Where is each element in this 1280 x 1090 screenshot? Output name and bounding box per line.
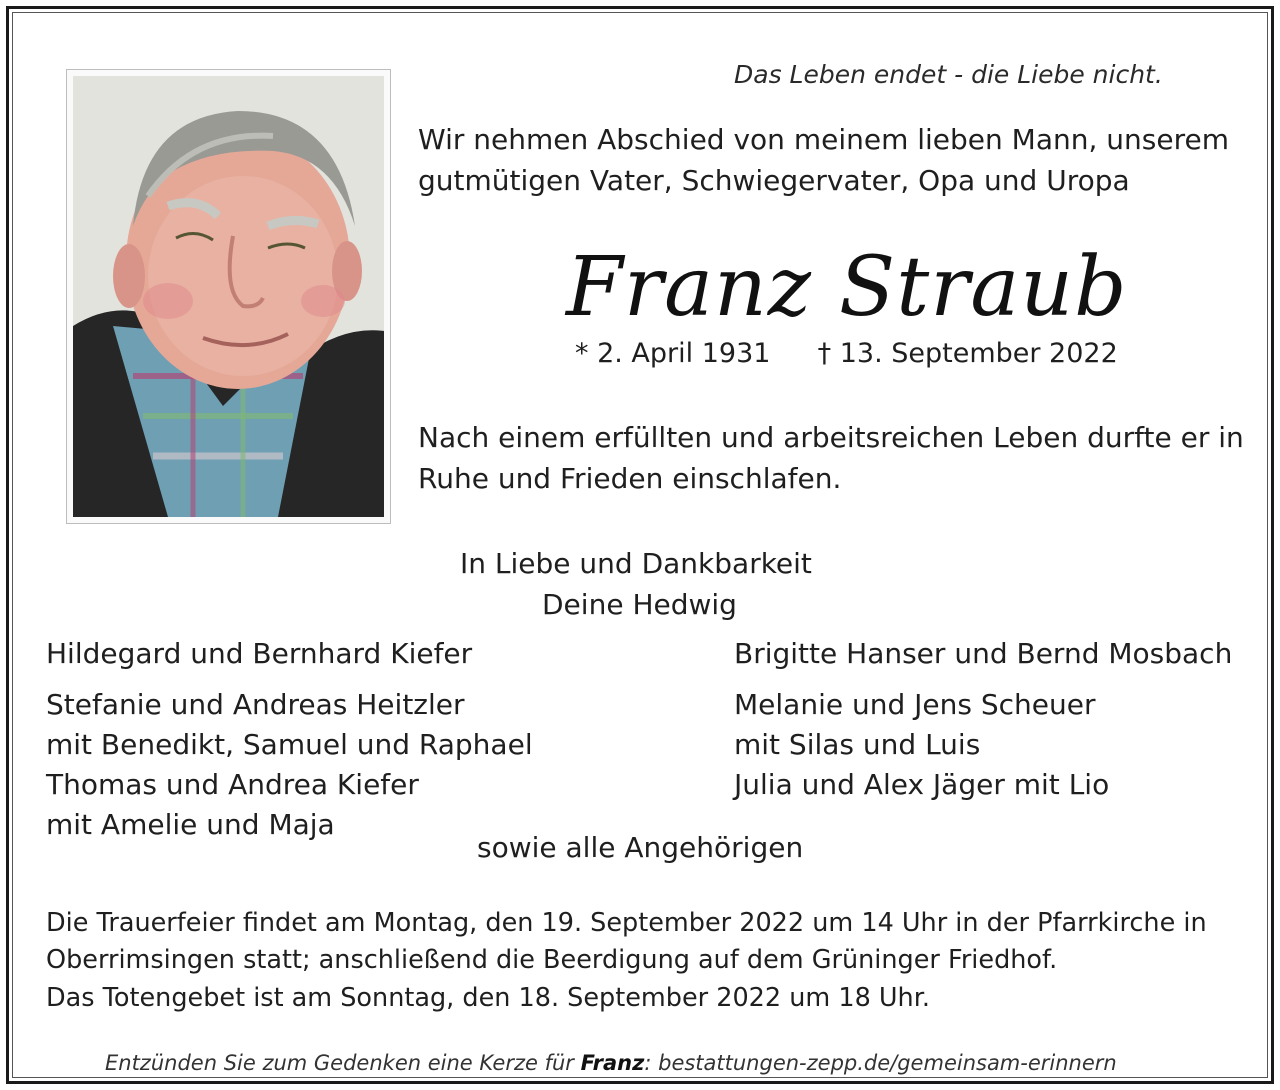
death-date: † 13. September 2022 — [817, 338, 1118, 369]
motto-line: Das Leben endet - die Liebe nicht. — [734, 60, 1163, 89]
life-dates — [575, 338, 1118, 369]
portrait-illustration — [73, 76, 384, 517]
family-right-4: Julia und Alex Jäger mit Lio — [734, 768, 1110, 801]
family-left-3: mit Benedikt, Samuel und Raphael — [46, 728, 533, 761]
family-left-4: Thomas und Andrea Kiefer — [46, 768, 419, 801]
deceased-name: Franz Straub — [566, 240, 1128, 335]
closing-line-1: In Liebe und Dankbarkeit — [460, 547, 812, 580]
footer-prefix: Entzünden Sie zum Gedenken eine Kerze für — [105, 1051, 581, 1075]
relatives-line: sowie alle Angehörigen — [477, 831, 804, 864]
family-left-2: Stefanie und Andreas Heitzler — [46, 688, 465, 721]
family-left-5: mit Amelie und Maja — [46, 808, 335, 841]
life-text-line-2: Ruhe und Frieden einschlafen. — [418, 462, 842, 495]
intro-line-2: gutmütigen Vater, Schwiegervater, Opa und Uropa — [418, 164, 1130, 197]
footer-link[interactable]: : bestattungen-zepp.de/gemeinsam-erinnern — [644, 1051, 1117, 1075]
family-right-2: Melanie und Jens Scheuer — [734, 688, 1096, 721]
footer-name: Franz — [580, 1051, 645, 1075]
portrait-photo — [73, 76, 384, 517]
closing-line-2: Deine Hedwig — [542, 588, 737, 621]
intro-line-1: Wir nehmen Abschied von meinem lieben Mann, unserem — [418, 123, 1229, 156]
family-right-3: mit Silas und Luis — [734, 728, 981, 761]
service-line-2: Oberrimsingen statt; anschließend die Beerdigung auf dem Grüninger Friedhof. — [46, 945, 1058, 975]
candle-footer — [105, 1051, 1117, 1075]
family-right-1: Brigitte Hanser und Bernd Mosbach — [734, 637, 1233, 670]
life-text-line-1: Nach einem erfüllten und arbeitsreichen Leben durfte er in — [418, 421, 1244, 454]
birth-date: * 2. April 1931 — [575, 338, 771, 369]
service-line-3: Das Totengebet ist am Sonntag, den 18. September 2022 um 18 Uhr. — [46, 983, 930, 1013]
service-line-1: Die Trauerfeier findet am Montag, den 19. September 2022 um 14 Uhr in der Pfarrkirche in — [46, 908, 1207, 938]
family-left-1: Hildegard und Bernhard Kiefer — [46, 637, 473, 670]
portrait-frame — [66, 69, 391, 524]
